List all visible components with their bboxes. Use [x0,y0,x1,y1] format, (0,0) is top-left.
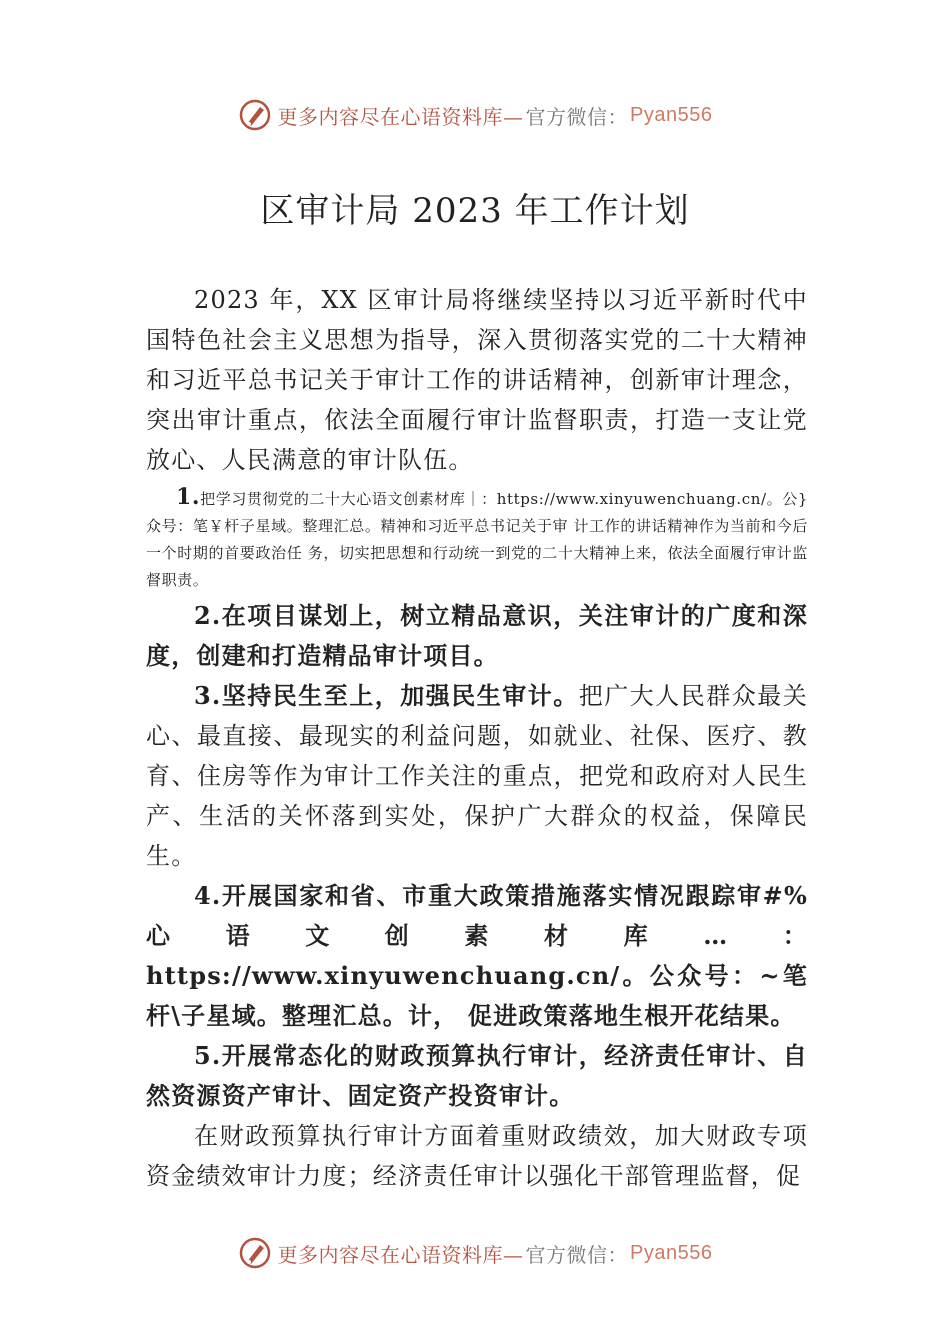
banner-wechat-id: Pyan556 [630,103,713,126]
document-body [146,280,808,1196]
quill-logo-icon [238,98,272,132]
item-5-paragraph: 5.开展常态化的财政预算执行审计，经济责任审计、自然资源资产审计、固定资产投资审计。 [146,1041,808,1110]
item-1-number: 1. [176,484,201,510]
intro-paragraph: 2023 年，XX 区审计局将继续坚持以习近平新时代中国特色社会主义思想为指导，深入贯彻落实党的二十大精神和习近平总书记关于审计工作的讲话精神，创新审计理念，突出审计重点，依法全面履行审计监督职责，打造一支让党放心、人民满意的审计队伍。 [146,286,808,474]
banner-wechat-label: 官方微信： [525,1242,629,1267]
closing-paragraph: 在财政预算执行审计方面着重财政绩效，加大财政专项资金绩效审计力度；经济责任审计以强化干部管理监督，促 [146,1122,808,1190]
banner-wechat-label: 官方微信： [525,104,629,129]
item-2-paragraph: 2.在项目谋划上，树立精品意识，关注审计的广度和深度，创建和打造精品审计项目。 [146,601,808,670]
banner-text: 更多内容尽在心语资料库— [277,104,524,129]
document-title: 区审计局 2023 年工作计划 [260,191,690,231]
item-3-lead: 3.坚持民生至上，加强民生审计。 [194,681,579,710]
item-4-paragraph: 4.开展国家和省、市重大政策措施落实情况跟踪审#%心语文创素材库…：https://www.xinyuwenchuang.cn/。公众号：~笔杆\子星域。整理汇总。计， 促进政策落地生根开花结果。 [146,881,808,1030]
item-3-text: 把广大人民群众最关心、最直接、最现实的利益问题，如就业、社保、医疗、教育、住房等作为审计工作关注的重点，把党和政府对人民生产、生活的关怀落到实处，保护广大群众的权益，保障民生。 [146,682,808,870]
banner-text: 更多内容尽在心语资料库— [277,1242,524,1267]
item-3-paragraph [146,676,808,876]
banner-wechat-id: Pyan556 [630,1241,713,1264]
item-1-paragraph [146,484,808,594]
header-banner [0,95,950,135]
item-1-text: 把学习贯彻党的二十大心语文创素材库｜：https://www.xinyuwenchuang.cn/。公}众号：笔￥杆子星域。整理汇总。精神和习近平总书记关于审 计工作的讲话精神作为当前和今后一个时期的首要政治任 务，切实把思想和行动统一到党的二十大精神上来，依法全面履行审计监督职责。 [146,490,808,589]
footer-banner [0,1233,950,1273]
quill-logo-icon [238,1236,272,1270]
